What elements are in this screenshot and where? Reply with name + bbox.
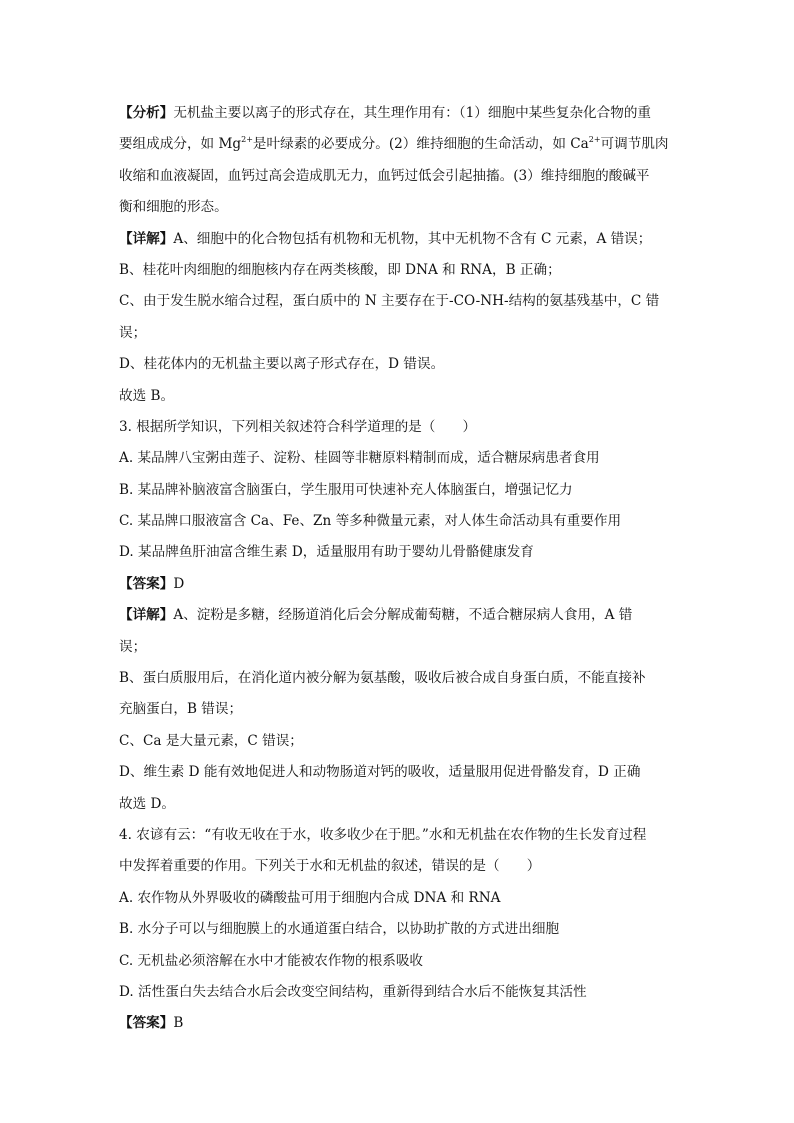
text-line-q3-answer: [119, 569, 679, 600]
text-line-q4-answer: [119, 1008, 679, 1039]
text-run: B. 水分子可以与细胞膜上的水通道蛋白结合，以协助扩散的方式进出细胞: [119, 921, 560, 938]
text-run: D、维生素 D 能有效地促进人和动物肠道对钙的吸收，适量服用促进骨骼发育，D 正确: [119, 764, 641, 781]
text-line-detail-2-end: [119, 381, 679, 412]
text-run: 4. 农谚有云：“有收无收在于水，收多收少在于肥。”水和无机盐在农作物的生长发育过程: [119, 826, 647, 843]
text-run: D. 某品牌鱼肝油富含维生素 D，适量服用有助于婴幼儿骨骼健康发育: [119, 544, 534, 561]
section-heading: 【答案】: [119, 575, 174, 592]
text-run: C. 无机盐必须溶解在水中才能被农作物的根系吸收: [119, 952, 424, 969]
document-page: [119, 98, 679, 1040]
text-run: 是叶绿素的必要成分。(2）维持细胞的生命活动，如 Ca: [252, 136, 589, 153]
text-run: D. 活性蛋白失去结合水后会改变空间结构，重新得到结合水后不能恢复其活性: [119, 983, 587, 1000]
text-run: D: [173, 575, 185, 592]
text-run: 中发挥着重要的作用。下列关于水和无机盐的叙述，错误的是（ ）: [119, 858, 541, 875]
superscript: 2+: [588, 135, 601, 145]
text-run: A、细胞中的化合物包括有机物和无机物，其中无机物不含有 C 元素，A 错误；: [173, 230, 652, 247]
text-line-detail-2-c1: [119, 286, 679, 317]
text-run: C、Ca 是大量元素，C 错误；: [119, 732, 303, 749]
text-run: 误；: [119, 638, 147, 655]
text-line-q3-c: [119, 506, 679, 537]
text-line-q3-detail-c: [119, 726, 679, 757]
section-heading: 【详解】: [119, 607, 174, 624]
text-run: 可调节肌肉: [600, 136, 669, 153]
text-line-detail-2-b: [119, 255, 679, 286]
text-run: 无机盐主要以离子的形式存在，其生理作用有：（1）细胞中某些复杂化合物的重: [173, 105, 652, 121]
text-line-q3-detail-b1: [119, 663, 679, 694]
text-line-analysis-1: [119, 98, 679, 129]
text-run: 要组成成分，如 Mg: [119, 136, 242, 153]
text-run: B: [173, 1015, 184, 1032]
text-run: B. 某品牌补脑液富含脑蛋白，学生服用可快速补充人体脑蛋白，增强记忆力: [119, 481, 573, 498]
text-line-q3-detail-a1: [119, 600, 679, 631]
text-line-q3-a: [119, 443, 679, 474]
text-line-q3-detail-a2: [119, 632, 679, 663]
text-run: C、由于发生脱水缩合过程，蛋白质中的 N 主要存在于-CO-NH-结构的氨基残基中，C 错: [119, 293, 660, 310]
text-run: 充脑蛋白，B 错误；: [119, 701, 243, 718]
text-line-analysis-3: [119, 161, 679, 192]
text-run: 故选 B。: [119, 387, 175, 404]
text-run: A. 某品牌八宝粥由莲子、淀粉、桂圆等非糖原料精制而成，适合糖尿病患者食用: [119, 450, 600, 467]
text-run: 衡和细胞的形态。: [119, 199, 228, 216]
text-line-q3-b: [119, 475, 679, 506]
text-line-analysis-2: [119, 129, 679, 160]
text-line-q4-a: [119, 883, 679, 914]
text-run: D、桂花体内的无机盐主要以离子形式存在，D 错误。: [119, 356, 445, 373]
text-line-q3: [119, 412, 679, 443]
text-run: A. 农作物从外界吸收的磷酸盐可用于细胞内合成 DNA 和 RNA: [119, 889, 501, 906]
text-line-q4-b: [119, 914, 679, 945]
text-run: A、淀粉是多糖，经肠道消化后会分解成葡萄糖，不适合糖尿病人食用，A 错: [173, 607, 633, 624]
text-line-q3-detail-d: [119, 757, 679, 788]
superscript: 2+: [241, 135, 253, 145]
text-line-q4-1: [119, 820, 679, 851]
text-run: B、蛋白质服用后，在消化道内被分解为氨基酸，吸收后被合成自身蛋白质，不能直接补: [119, 670, 646, 687]
text-line-analysis-4: [119, 192, 679, 223]
text-line-detail-2-a: [119, 224, 679, 255]
text-run: 3. 根据所学知识，下列相关叙述符合科学道理的是（ ）: [119, 418, 477, 435]
section-heading: 【分析】: [119, 105, 174, 121]
text-line-detail-2-d: [119, 349, 679, 380]
text-line-q4-c: [119, 946, 679, 977]
section-heading: 【详解】: [119, 230, 174, 247]
text-run: C. 某品牌口服液富含 Ca、Fe、Zn 等多种微量元素，对人体生命活动具有重要作用: [119, 513, 622, 530]
text-line-detail-2-c2: [119, 318, 679, 349]
text-line-q3-end: [119, 789, 679, 820]
section-heading: 【答案】: [119, 1015, 174, 1032]
text-run: B、桂花叶肉细胞的细胞核内存在两类核酸，即 DNA 和 RNA，B 正确；: [119, 261, 561, 278]
text-run: 故选 D。: [119, 795, 176, 812]
text-line-q3-detail-b2: [119, 694, 679, 725]
text-run: 收缩和血液凝固，血钙过高会造成肌无力，血钙过低会引起抽搐。(3）维持细胞的酸碱平: [119, 167, 650, 184]
text-line-q3-d: [119, 537, 679, 568]
text-line-q4-2: [119, 851, 679, 882]
text-run: 误；: [119, 324, 147, 341]
text-line-q4-d: [119, 977, 679, 1008]
